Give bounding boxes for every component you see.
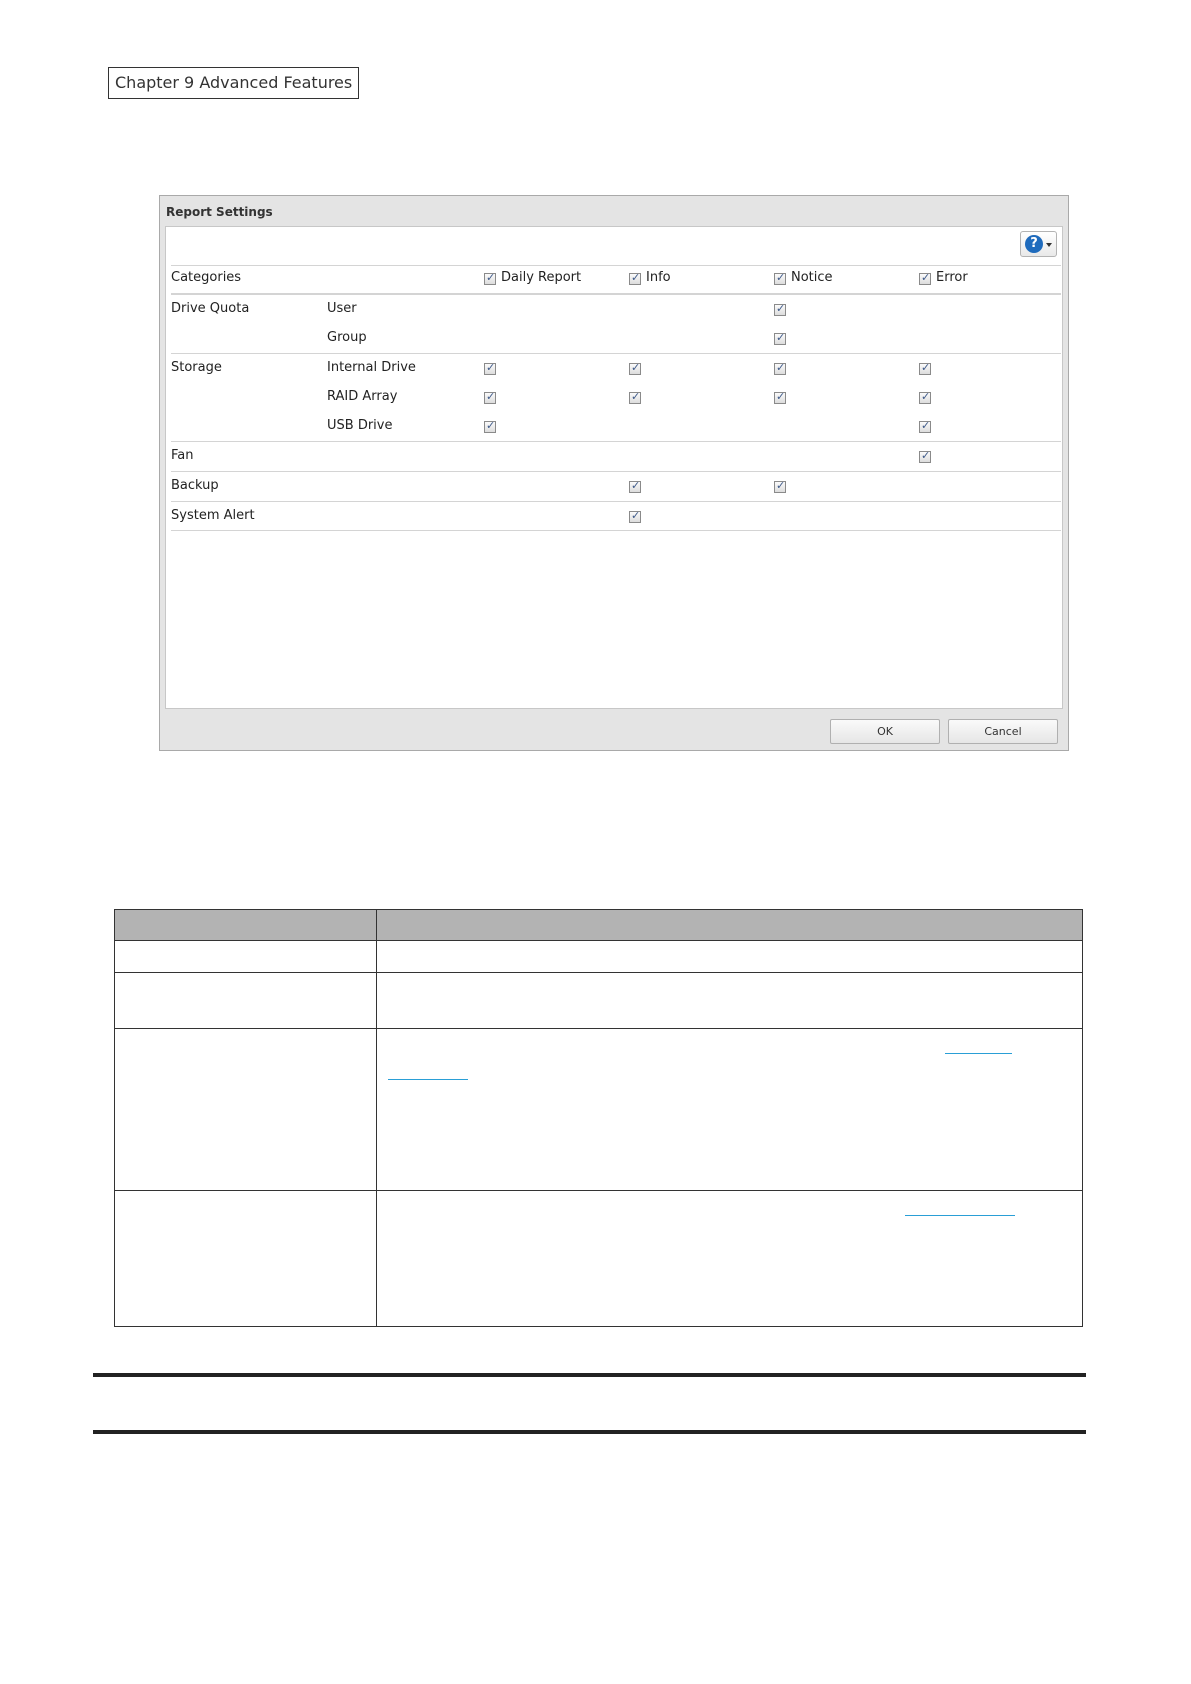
row-backup — [171, 471, 1061, 501]
table-row — [115, 1191, 1083, 1327]
category-label: Fan — [171, 448, 194, 463]
row-storage-raid-array — [171, 383, 1061, 412]
select-all-daily-report-checkbox[interactable] — [484, 273, 496, 285]
column-info: Info — [646, 270, 671, 285]
table-cell — [377, 941, 1083, 973]
subcategory-label: Internal Drive — [327, 360, 416, 375]
table-cell — [115, 1029, 377, 1191]
select-all-error-checkbox[interactable] — [919, 273, 931, 285]
description-table — [114, 909, 1083, 1327]
column-error: Error — [936, 270, 968, 285]
help-button[interactable] — [1020, 231, 1057, 257]
notice-checkbox[interactable] — [774, 481, 786, 493]
table-row — [115, 1029, 1083, 1191]
dialog-title: Report Settings — [166, 205, 273, 219]
subcategory-label: USB Drive — [327, 418, 393, 433]
subcategory-label: RAID Array — [327, 389, 398, 404]
settings-panel — [165, 226, 1063, 709]
cross-reference-link[interactable] — [945, 1053, 1012, 1054]
table-cell — [377, 1191, 1083, 1327]
chevron-down-icon — [1046, 243, 1052, 247]
error-checkbox[interactable] — [919, 421, 931, 433]
info-checkbox[interactable] — [629, 363, 641, 375]
category-label: System Alert — [171, 508, 255, 523]
table-cell — [377, 973, 1083, 1029]
cancel-button[interactable]: Cancel — [948, 719, 1058, 744]
row-storage-internal-drive — [171, 353, 1061, 383]
category-label: Drive Quota — [171, 301, 250, 316]
section-rule-top — [93, 1373, 1086, 1377]
info-checkbox[interactable] — [629, 392, 641, 404]
chapter-header: Chapter 9 Advanced Features — [108, 67, 359, 99]
row-system-alert — [171, 501, 1061, 531]
row-drive-quota-user — [171, 295, 1061, 324]
daily-report-checkbox[interactable] — [484, 363, 496, 375]
notice-checkbox[interactable] — [774, 304, 786, 316]
info-checkbox[interactable] — [629, 481, 641, 493]
info-checkbox[interactable] — [629, 511, 641, 523]
table-header-cell — [115, 910, 377, 941]
notice-checkbox[interactable] — [774, 392, 786, 404]
notice-checkbox[interactable] — [774, 363, 786, 375]
error-checkbox[interactable] — [919, 392, 931, 404]
table-header-cell — [377, 910, 1083, 941]
table-cell — [115, 973, 377, 1029]
question-icon: ? — [1025, 235, 1043, 253]
table-header-row — [115, 910, 1083, 941]
daily-report-checkbox[interactable] — [484, 421, 496, 433]
subcategory-label: User — [327, 301, 357, 316]
daily-report-checkbox[interactable] — [484, 392, 496, 404]
cross-reference-link[interactable] — [905, 1215, 1015, 1216]
table-row — [115, 973, 1083, 1029]
table-cell — [115, 1191, 377, 1327]
select-all-notice-checkbox[interactable] — [774, 273, 786, 285]
report-settings-dialog — [159, 195, 1069, 751]
column-daily-report: Daily Report — [501, 270, 582, 285]
categories-label: Categories — [171, 270, 242, 285]
table-cell — [115, 941, 377, 973]
notice-checkbox[interactable] — [774, 333, 786, 345]
error-checkbox[interactable] — [919, 451, 931, 463]
table-row — [115, 941, 1083, 973]
ok-button[interactable]: OK — [830, 719, 940, 744]
grid-header-row — [171, 265, 1061, 295]
report-grid — [171, 265, 1061, 531]
category-label: Backup — [171, 478, 219, 493]
category-label: Storage — [171, 360, 222, 375]
subcategory-label: Group — [327, 330, 367, 345]
row-storage-usb-drive — [171, 412, 1061, 441]
row-drive-quota-group — [171, 324, 1061, 353]
cross-reference-link[interactable] — [388, 1079, 468, 1080]
select-all-info-checkbox[interactable] — [629, 273, 641, 285]
row-fan — [171, 441, 1061, 471]
section-rule-bottom — [93, 1430, 1086, 1434]
error-checkbox[interactable] — [919, 363, 931, 375]
column-notice: Notice — [791, 270, 833, 285]
